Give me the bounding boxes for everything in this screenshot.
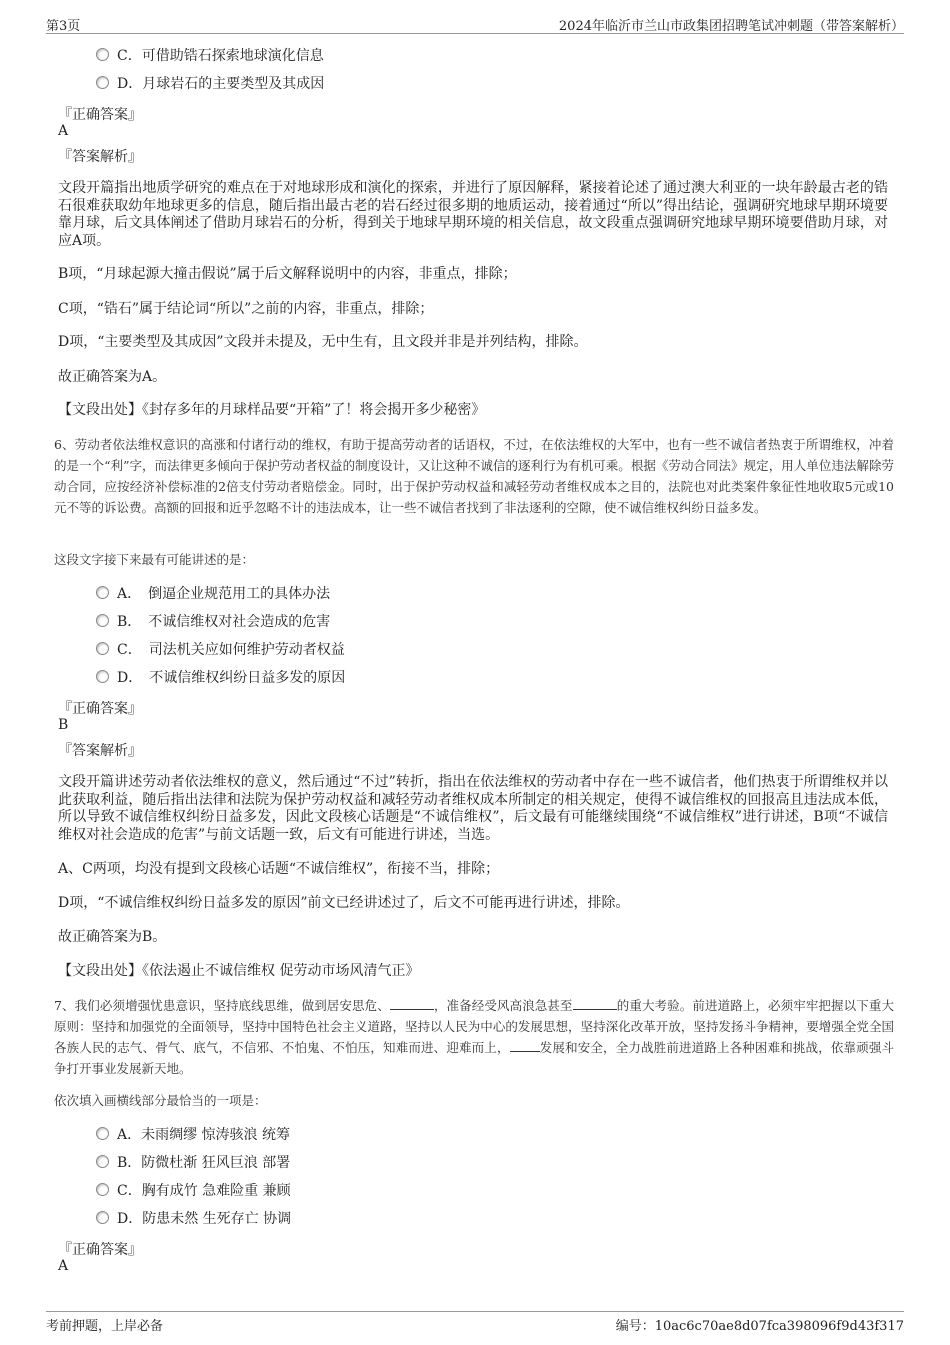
q5-conclusion: 故正确答案为A。 [58,369,167,385]
q5-option-c[interactable]: C．可借助锆石探索地球演化信息 [96,46,324,66]
q5-option-b-analysis: B项，“月球起源大撞击假说”属于后文解释说明中的内容，非重点，排除； [58,266,517,282]
q6-option-d[interactable]: D． 不诚信维权纠纷日益多发的原因 [96,668,345,688]
radio-icon[interactable] [96,48,109,61]
q5-analysis-label: 『答案解析』 [58,149,142,165]
q5-option-d[interactable]: D．月球岩石的主要类型及其成因 [96,74,324,94]
radio-icon[interactable] [96,642,109,655]
q7-option-d[interactable]: D．防患未然 生死存亡 协调 [96,1209,291,1229]
page-header [46,13,904,34]
q6-option-a[interactable]: A． 倒逼企业规范用工的具体办法 [96,584,330,604]
page-footer [46,1311,904,1334]
radio-icon[interactable] [96,1183,109,1196]
q7-answer-label: 『正确答案』 [58,1242,142,1258]
document-id: 编号：10ac6c70ae8d07fca398096f9d43f317 [615,1319,904,1334]
fill-blank-1 [390,997,434,1010]
radio-icon[interactable] [96,586,109,599]
q7-answer: A [58,1258,69,1274]
q5-option-c-analysis: C项，“锆石”属于结论词“所以”之前的内容，非重点，排除； [58,301,434,317]
q5-analysis: 文段开篇指出地质学研究的难点在于对地球形成和演化的探索，并进行了原因解释，紧接着论述了通过澳大利亚的一块年龄最古老的锆石很难获取幼年地球更多的信息，随后指出最古老的岩石经过很多期的地质运动，接着通过“所以”得出结论，强调研究地球早期环境要靠月球，后文具体阐述了借助月球岩石的分析，得到关于地球早期环境的相关信息，故文段重点强调研究地球早期环境要借助月球，对应A项。 [58,180,888,249]
q6-question-text: 6、劳动者依法维权意识的高涨和付诸行动的维权，有助于提高劳动者的话语权，不过，在依法维权的大军中，也有一些不诚信者热衷于所谓维权，冲着的是一个“利”字，而法律更多倾向于保护劳动者权益的制度设计，又让这种不诚信的逐利行为有机可乘。根据《劳动合同法》规定，用人单位违法解除劳动合同，应按经济补偿标准的2倍支付劳动者赔偿金。同时，出于保护劳动权益和减轻劳动者维权成本之目的，法院也对此类案件象征性地收取5元或10元不等的诉讼费。高额的回报和近乎忽略不计的违法成本，让一些不诚信者找到了非法逐利的空隙，使不诚信维权纠纷日益多发。 [54,437,894,515]
q6-conclusion: 故正确答案为B。 [58,929,167,945]
q6-analysis-label: 『答案解析』 [58,743,142,759]
q5-answer: A [58,123,69,139]
radio-icon[interactable] [96,670,109,683]
q6-analysis: 文段开篇讲述劳动者依法维权的意义，然后通过“不过”转折，指出在依法维权的劳动者中存在一些不诚信者，他们热衷于所谓维权并以此获取利益，随后指出法律和法院为保护劳动权益和减轻劳动者维权成本所制定的相关规定，使得不诚信维权的回报高且违法成本低，所以导致不诚信维权纠纷日益多发，因此文段核心话题是“不诚信维权”，后文最有可能继续围绕“不诚信维权”进行讲述，B项“不诚信维权对社会造成的危害”与前文话题一致，后文有可能进行讲述，当选。 [58,774,888,843]
radio-icon[interactable] [96,1211,109,1224]
q7-question-text: 7、我们必须增强忧患意识，坚持底线思维，做到居安思危、 ，准备经受风高浪急甚至 的重大考验。前进道路上，必须牢牢把握以下重大原则：坚持和加强党的全面领导，坚持中国特色社会主义道路，坚持以人民为中心的发展思想，坚持深化改革开放，坚持发扬斗争精神，要增强全党全国各族人民的志气、骨气、底气，不信邪、不怕鬼、不怕压，知难而进、迎难而上， 发展和安全，全力战胜前进道路上各种困难和挑战，依靠顽强斗争打开事业发展新天地。 [54,998,894,1076]
q6-option-c[interactable]: C． 司法机关应如何维护劳动者权益 [96,640,345,660]
q5-option-d-analysis: D项，“主要类型及其成因”文段并未提及，无中生有，且文段并非是并列结构，排除。 [58,334,588,350]
q6-source: 【文段出处】《依法遏止不诚信维权 促劳动市场风清气正》 [58,963,420,979]
q7-prompt: 依次填入画横线部分最恰当的一项是： [54,1093,267,1108]
q6-option-ac-analysis: A、C两项，均没有提到文段核心话题“不诚信维权”，衔接不当，排除； [58,861,500,877]
q6-option-b[interactable]: B． 不诚信维权对社会造成的危害 [96,612,330,632]
radio-icon[interactable] [96,1127,109,1140]
q6-prompt: 这段文字接下来最有可能讲述的是： [54,552,255,567]
radio-icon[interactable] [96,76,109,89]
page-number: 第3页 [46,19,81,34]
footer-slogan: 考前押题，上岸必备 [46,1319,164,1334]
radio-icon[interactable] [96,614,109,627]
fill-blank-3 [510,1039,540,1052]
document-title: 2024年临沂市兰山市政集团招聘笔试冲刺题（带答案解析） [558,19,904,34]
radio-icon[interactable] [96,1155,109,1168]
q7-option-a[interactable]: A．未雨绸缪 惊涛骇浪 统筹 [96,1125,290,1145]
q6-option-d-analysis: D项，“不诚信维权纠纷日益多发的原因”前文已经讲述过了，后文不可能再进行讲述，排除。 [58,895,630,911]
q6-answer-label: 『正确答案』 [58,701,142,717]
q7-option-c[interactable]: C．胸有成竹 急难险重 兼顾 [96,1181,291,1201]
q5-answer-label: 『正确答案』 [58,107,142,123]
q5-source: 【文段出处】《封存多年的月球样品要“开箱”了！将会揭开多少秘密》 [58,402,486,418]
q6-answer: B [58,717,69,733]
fill-blank-2 [573,997,617,1010]
q7-option-b[interactable]: B．防微杜渐 狂风巨浪 部署 [96,1153,290,1173]
